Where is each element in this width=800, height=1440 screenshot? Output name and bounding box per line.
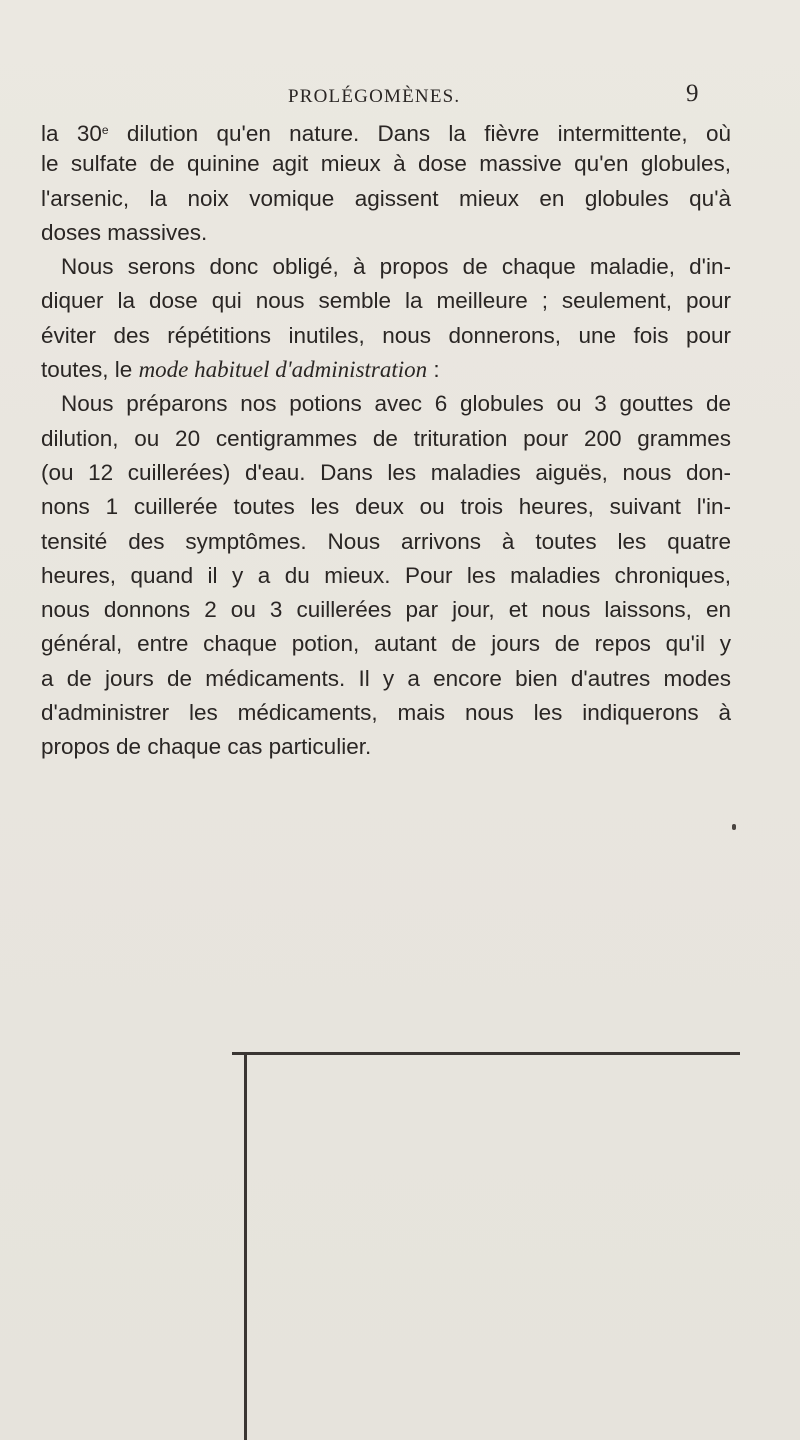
text-line: d'administrer les médicaments, mais nous les indiquerons à: [41, 700, 731, 726]
text-line: doses massives.: [41, 219, 208, 245]
vertical-rule: [244, 1052, 247, 1440]
ink-speck: [732, 824, 736, 830]
text-line: éviter des répétitions inutiles, nous donnerons, une fois pour: [41, 322, 731, 348]
text-line: toutes, le mode habituel d'administration :: [41, 357, 440, 383]
text-line: a de jours de médicaments. Il y a encore bien d'autres modes: [41, 665, 731, 691]
text-line: propos de chaque cas particulier.: [41, 734, 372, 760]
running-head: [0, 80, 800, 114]
text-line: nous donnons 2 ou 3 cuillerées par jour, et nous laissons, en: [41, 597, 731, 623]
italic-phrase: mode habituel d'administration: [138, 357, 428, 383]
text-line: heures, quand il y a du mieux. Pour les maladies chroniques,: [41, 562, 731, 588]
text-line: Nous préparons nos potions avec 6 globules ou 3 gouttes de: [61, 391, 731, 417]
text-line: le sulfate de quinine agit mieux à dose massive qu'en globules,: [41, 151, 731, 177]
running-title: PROLÉGOMÈNES.: [288, 86, 461, 107]
text-line: nons 1 cuillerée toutes les deux ou trois heures, suivant l'in-: [41, 494, 731, 520]
superscript: e: [101, 123, 109, 137]
body-text: [41, 113, 731, 765]
text-line: tensité des symptômes. Nous arrivons à toutes les quatre: [41, 528, 731, 554]
horizontal-rule: [232, 1052, 740, 1055]
text-line: l'arsenic, la noix vomique agissent mieux en globules qu'à: [41, 185, 731, 211]
text-line: général, entre chaque potion, autant de jours de repos qu'il y: [41, 631, 731, 657]
text-line: Nous serons donc obligé, à propos de chaque maladie, d'in-: [61, 254, 731, 280]
text-line: (ou 12 cuillerées) d'eau. Dans les maladies aiguës, nous don-: [41, 459, 731, 485]
text-line: dilution, ou 20 centigrammes de trituration pour 200 grammes: [41, 425, 731, 451]
text-line: diquer la dose qui nous semble la meilleure ; seulement, pour: [41, 288, 731, 314]
text-line: la 30e dilution qu'en nature. Dans la fièvre intermittente, où: [41, 121, 731, 146]
page-number: 9: [686, 80, 699, 107]
